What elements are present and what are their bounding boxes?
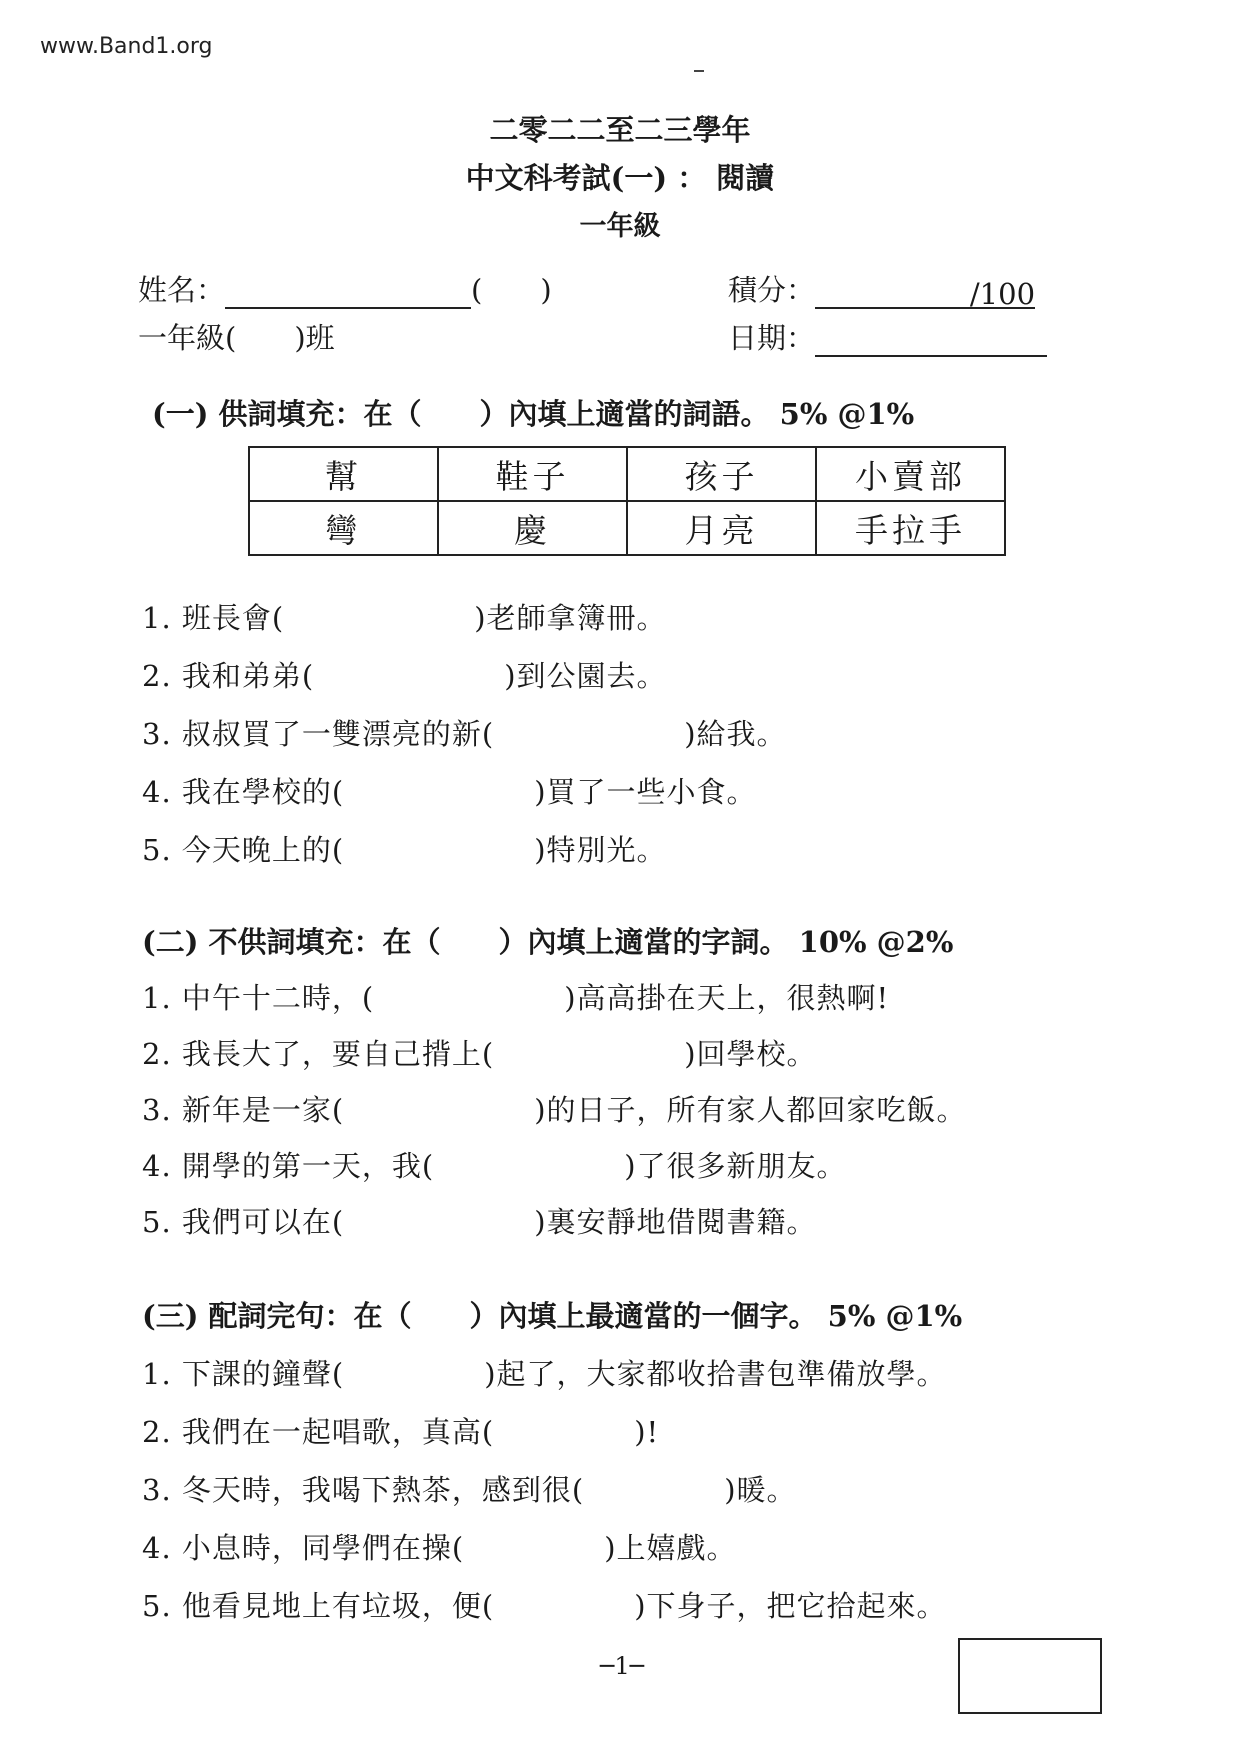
name-label: 姓名： [138, 273, 226, 307]
page-number: ─1─ [600, 1652, 645, 1680]
question-text-before: 我們可以在( [181, 1205, 345, 1239]
question-number: 3. [142, 717, 172, 751]
question-number: 4. [142, 1531, 172, 1565]
word-bank-cell: 慶 [438, 501, 627, 555]
watermark-url: www.Band1.org [40, 34, 213, 59]
date-blank[interactable] [815, 325, 1047, 357]
title-school-year: 二零二二至二三學年 [489, 113, 751, 147]
score-field [728, 268, 1035, 309]
word-bank-cell: 小賣部 [816, 447, 1005, 501]
section2-title: (二) 不供詞填充：在（ ）內填上適當的字詞。 10% @2% [142, 925, 954, 959]
question-number: 1. [142, 601, 172, 635]
word-bank-cell: 鞋子 [438, 447, 627, 501]
date-field [728, 316, 1047, 357]
section3-title: (三) 配詞完句：在（ ）內填上最適當的一個字。 5% @1% [142, 1299, 963, 1333]
question [142, 1526, 737, 1567]
question-number: 1. [142, 1357, 172, 1391]
question-text-before: 我和弟弟( [181, 659, 315, 693]
question [142, 1352, 947, 1393]
score-blank[interactable] [815, 277, 1035, 309]
word-bank-table [248, 446, 1006, 556]
word-bank-row [249, 447, 1005, 501]
question-text-after: )裏安靜地借閱書籍。 [534, 1205, 817, 1239]
question-text-after: )老師拿簿冊。 [474, 601, 667, 635]
word-bank-cell: 手拉手 [816, 501, 1005, 555]
question [142, 712, 787, 753]
question-text-after: )回學校。 [684, 1037, 817, 1071]
question [142, 596, 667, 637]
question-number: 3. [142, 1473, 172, 1507]
question-number: 3. [142, 1093, 172, 1127]
title-grade: 一年級 [579, 211, 661, 242]
word-bank-row [249, 501, 1005, 555]
score-label: 積分： [728, 273, 816, 307]
section1-title: (一) 供詞填充：在（ ）內填上適當的詞語。 5% @1% [152, 397, 915, 431]
name-field [138, 268, 552, 309]
question-text-after: )給我。 [684, 717, 787, 751]
scan-mark [694, 70, 704, 72]
question-number: 4. [142, 1149, 172, 1183]
marks-box[interactable] [958, 1638, 1102, 1714]
question-text-after: )的日子，所有家人都回家吃飯。 [534, 1093, 967, 1127]
title-exam: 中文科考試(一) ： 閱讀 [465, 161, 775, 195]
question-number: 5. [142, 1589, 172, 1623]
question-text-before: 今天晚上的( [181, 833, 345, 867]
question-text-before: 新年是一家( [181, 1093, 345, 1127]
question [142, 1584, 947, 1625]
question-text-before: 開學的第一天，我( [181, 1149, 435, 1183]
question-text-after: )暖。 [724, 1473, 797, 1507]
question-text-before: 冬天時，我喝下熱茶，感到很( [181, 1473, 585, 1507]
question-text-after: )下身子，把它拾起來。 [634, 1589, 947, 1623]
question-number: 5. [142, 1205, 172, 1239]
question-number: 1. [142, 981, 172, 1015]
question-number: 2. [142, 659, 172, 693]
question [142, 828, 667, 869]
question-text-before: 叔叔買了一雙漂亮的新( [181, 717, 495, 751]
question-text-after: )特別光。 [534, 833, 667, 867]
question-text-after: )上嬉戲。 [604, 1531, 737, 1565]
word-bank-cell: 孩子 [627, 447, 816, 501]
question-text-before: 小息時，同學們在操( [181, 1531, 465, 1565]
question [142, 1200, 817, 1241]
word-bank-cell: 月亮 [627, 501, 816, 555]
question-text-before: 班長會( [181, 601, 285, 635]
question-number: 2. [142, 1415, 172, 1449]
word-bank-cell: 彎 [249, 501, 438, 555]
question-text-before: 我們在一起唱歌，真高( [181, 1415, 495, 1449]
question-number: 4. [142, 775, 172, 809]
question [142, 1088, 967, 1129]
question [142, 770, 757, 811]
question [142, 1410, 659, 1451]
question-text-after: )到公園去。 [504, 659, 667, 693]
question-text-after: )了很多新朋友。 [624, 1149, 847, 1183]
question [142, 976, 889, 1017]
question-text-before: 中午十二時，( [181, 981, 375, 1015]
question [142, 1468, 797, 1509]
question [142, 1144, 847, 1185]
question-number: 5. [142, 833, 172, 867]
question-text-before: 下課的鐘聲( [181, 1357, 345, 1391]
question-text-before: 他看見地上有垃圾，便( [181, 1589, 495, 1623]
date-label: 日期： [728, 321, 816, 355]
class-field: 一年級( )班 [138, 321, 335, 355]
question [142, 654, 667, 695]
question-text-before: 我長大了，要自己揹上( [181, 1037, 495, 1071]
question-text-after: )起了，大家都收拾書包準備放學。 [484, 1357, 947, 1391]
question-text-after: )買了一些小食。 [534, 775, 757, 809]
question [142, 1032, 817, 1073]
word-bank-cell: 幫 [249, 447, 438, 501]
question-text-after: )高高掛在天上，很熱啊! [564, 981, 890, 1015]
question-text-after: )! [634, 1415, 660, 1449]
name-blank[interactable] [225, 277, 471, 309]
name-number-paren: ( ) [471, 273, 552, 307]
score-total: /100 [969, 277, 1036, 311]
question-number: 2. [142, 1037, 172, 1071]
question-text-before: 我在學校的( [181, 775, 345, 809]
